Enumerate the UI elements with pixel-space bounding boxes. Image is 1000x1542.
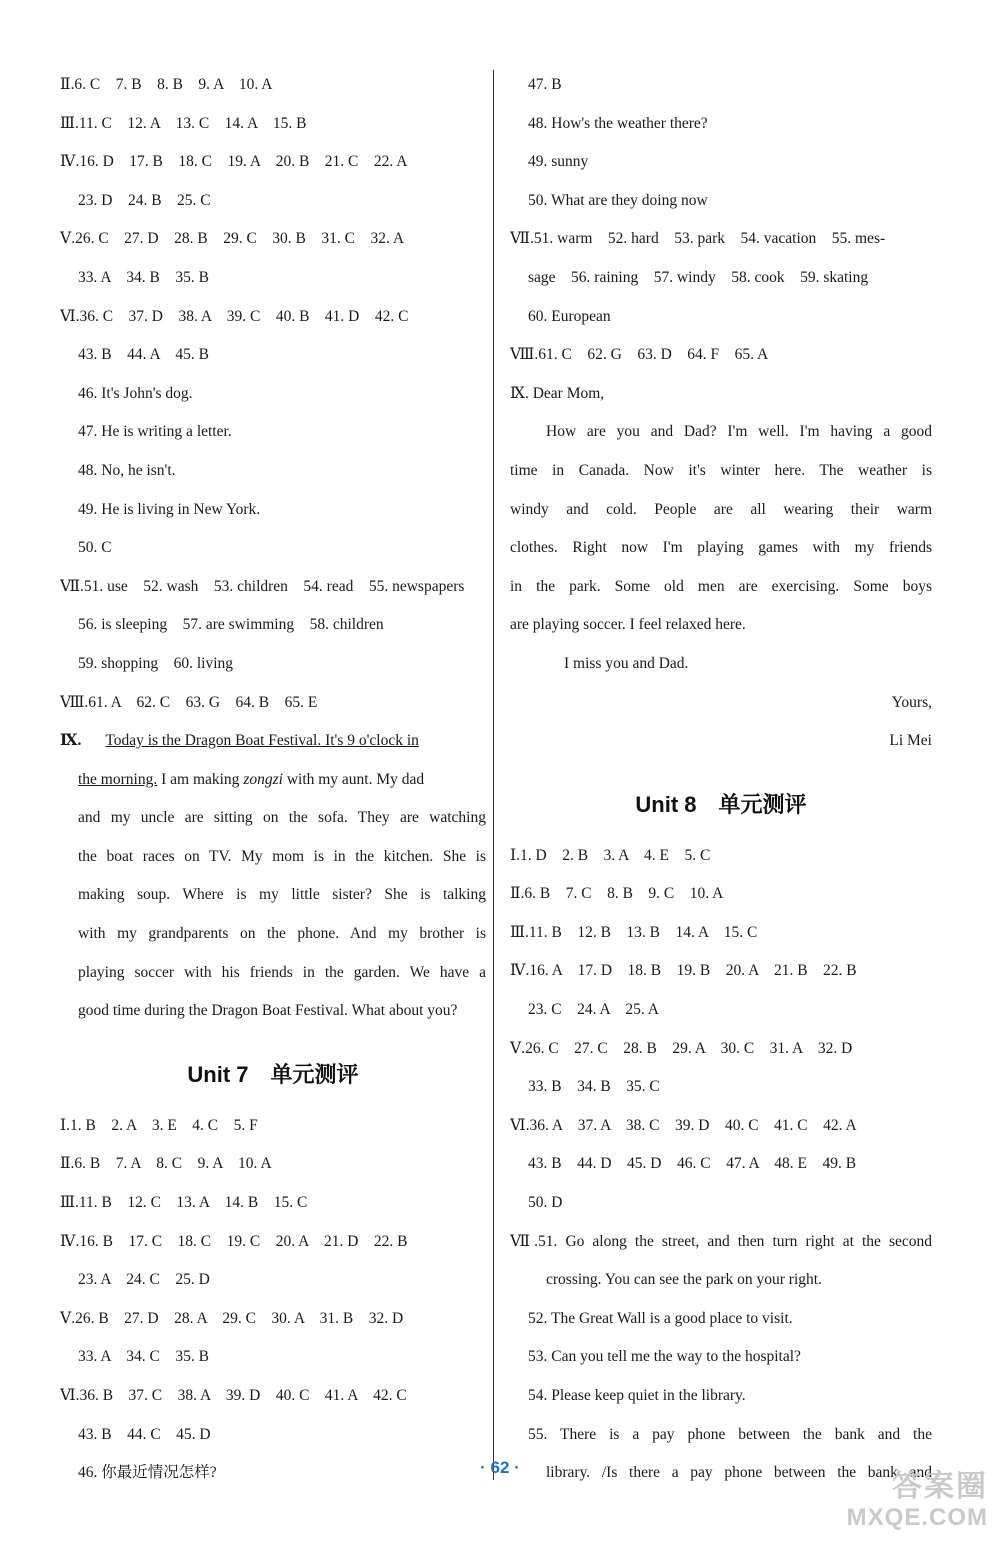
answer-line: 23. C 24. A 25. A bbox=[528, 1001, 659, 1019]
essay-line: with my grandparents on the phone. And my brother is bbox=[78, 925, 486, 943]
answer-line: 50. What are they doing now bbox=[528, 191, 708, 209]
answer-line: Ⅵ.36. B 37. C 38. A 39. D 40. C 41. A 42. C bbox=[60, 1387, 407, 1404]
essay-line: making soup. Where is my little sister? She is talking bbox=[78, 886, 486, 904]
answer-line: 43. B 44. D 45. D 46. C 47. A 48. E 49. B bbox=[528, 1155, 857, 1173]
answer-line: 54. Please keep quiet in the library. bbox=[528, 1387, 746, 1404]
essay-line: playing soccer with his friends in the garden. We have a bbox=[78, 963, 486, 981]
unit7-heading bbox=[60, 1047, 486, 1103]
answer-line: Ⅶ.51. warm 52. hard 53. park 54. vacation 55. mes- bbox=[510, 230, 886, 248]
essay-line: good time during the Dragon Boat Festival. What about you? bbox=[78, 1002, 458, 1020]
answer-line: Ⅲ.11. C 12. A 13. C 14. A 15. B bbox=[60, 114, 307, 132]
answer-line: Ⅱ.6. B 7. C 8. B 9. C 10. A bbox=[510, 885, 724, 903]
answer-line: 47. He is writing a letter. bbox=[78, 423, 232, 441]
unit7-answer-lines bbox=[60, 1107, 486, 1493]
answer-line: Ⅷ.61. A 62. C 63. G 64. B 65. E bbox=[60, 693, 318, 711]
watermark-bottom: MXQE.COM bbox=[846, 1504, 988, 1531]
essay-label: Ⅸ. bbox=[60, 732, 82, 750]
essay-line bbox=[60, 761, 486, 800]
unit8-heading-title: 单元测评 bbox=[718, 791, 807, 817]
answer-line: 33. A 34. C 35. B bbox=[78, 1348, 209, 1366]
answer-line: 56. is sleeping 57. are swimming 58. children bbox=[78, 616, 384, 634]
essay-line: the boat races on TV. My mom is in the kitchen. She is bbox=[78, 847, 486, 865]
answer-line: Ⅱ.6. C 7. B 8. B 9. A 10. A bbox=[60, 76, 273, 93]
essay-left bbox=[60, 722, 486, 1031]
answer-line: 49. He is living in New York. bbox=[78, 500, 261, 518]
answer-line: Ⅱ.6. B 7. A 8. C 9. A 10. A bbox=[60, 1155, 272, 1173]
letter-closing: I miss you and Dad. bbox=[564, 654, 689, 672]
answer-line: library. /Is there a pay phone between the bank and bbox=[546, 1464, 932, 1482]
answer-line: 48. No, he isn't. bbox=[78, 461, 176, 479]
unit7-heading-title: 单元测评 bbox=[270, 1061, 359, 1087]
answer-line: 52. The Great Wall is a good place to visit. bbox=[528, 1309, 793, 1327]
answer-line: Ⅶ.51. use 52. wash 53. children 54. read 55. newspapers bbox=[60, 577, 465, 595]
answer-line: 46. It's John's dog. bbox=[78, 384, 193, 402]
letter-body bbox=[510, 413, 932, 645]
answer-line: Ⅴ.26. C 27. D 28. B 29. C 30. B 31. C 32. A bbox=[60, 230, 405, 248]
essay-underlined-1: Today is the Dragon Boat Festival. It's 9 o'clock in bbox=[105, 732, 419, 750]
essay-text: I am making bbox=[157, 770, 244, 788]
answer-line: Ⅷ.61. C 62. G 63. D 64. F 65. A bbox=[510, 346, 769, 364]
answer-line: crossing. You can see the park on your right. bbox=[546, 1271, 822, 1289]
answer-line: 23. A 24. C 25. D bbox=[78, 1271, 210, 1289]
right-answer-lines bbox=[510, 66, 932, 413]
answer-line: 60. European bbox=[528, 307, 611, 325]
answer-line: 50. C bbox=[78, 539, 112, 557]
answer-line: 33. B 34. B 35. C bbox=[528, 1078, 660, 1096]
answer-line: Ⅸ. Dear Mom, bbox=[510, 384, 605, 402]
letter-line: How are you and Dad? I'm well. I'm having a good bbox=[546, 423, 932, 441]
essay-underlined-2: the morning. bbox=[78, 770, 158, 788]
essay-line bbox=[60, 722, 486, 761]
letter-line: clothes. Right now I'm playing games with my friends bbox=[510, 539, 932, 557]
right-column bbox=[510, 66, 932, 1493]
answer-line: 50. D bbox=[528, 1194, 563, 1212]
answer-line: Ⅶ.51. Go along the street, and then turn right at the second bbox=[510, 1232, 932, 1250]
essay-text: with my aunt. My dad bbox=[282, 770, 425, 788]
page-number: · 62 · bbox=[480, 1458, 520, 1477]
answer-line: 23. D 24. B 25. C bbox=[78, 191, 211, 209]
unit8-answer-lines bbox=[510, 837, 932, 1493]
answer-line: Ⅵ.36. C 37. D 38. A 39. C 40. B 41. D 42. C bbox=[60, 307, 409, 325]
answer-line: 43. B 44. A 45. B bbox=[78, 346, 209, 364]
answer-line: 59. shopping 60. living bbox=[78, 654, 234, 672]
answer-line: Ⅳ.16. B 17. C 18. C 19. C 20. A 21. D 22. B bbox=[60, 1232, 408, 1250]
letter-line: in the park. Some old men are exercising. Some boys bbox=[510, 577, 932, 595]
letter-sign-off: Yours, bbox=[891, 693, 932, 711]
answer-line: 53. Can you tell me the way to the hospital? bbox=[528, 1348, 801, 1366]
unit7-heading-unit: Unit 7 bbox=[187, 1061, 249, 1087]
left-answer-lines bbox=[60, 66, 486, 722]
answer-line: 43. B 44. C 45. D bbox=[78, 1425, 211, 1443]
answer-line: Ⅳ.16. A 17. D 18. B 19. B 20. A 21. B 22. B bbox=[510, 962, 857, 980]
answer-line: 33. A 34. B 35. B bbox=[78, 268, 209, 286]
answer-line: 46. 你最近情况怎样? bbox=[78, 1464, 217, 1482]
answer-line: Ⅴ.26. C 27. C 28. B 29. A 30. C 31. A 32. D bbox=[510, 1039, 853, 1057]
watermark-logo bbox=[788, 1470, 988, 1538]
answer-line: 49. sunny bbox=[528, 153, 589, 171]
answer-line: 48. How's the weather there? bbox=[528, 114, 708, 132]
unit8-heading bbox=[510, 777, 932, 833]
letter-signature: Li Mei bbox=[889, 732, 932, 750]
answer-line: 47. B bbox=[528, 76, 562, 93]
answer-line: Ⅳ.16. D 17. B 18. C 19. A 20. B 21. C 22. A bbox=[60, 153, 408, 171]
essay-line: and my uncle are sitting on the sofa. They are watching bbox=[78, 809, 486, 827]
essay-body bbox=[60, 799, 486, 1031]
letter-line: are playing soccer. I feel relaxed here. bbox=[510, 616, 746, 634]
column-divider bbox=[493, 70, 494, 1480]
unit8-heading-unit: Unit 8 bbox=[635, 791, 697, 817]
watermark-top: 答案圈 bbox=[892, 1470, 988, 1503]
answer-line: Ⅰ.1. B 2. A 3. E 4. C 5. F bbox=[60, 1116, 258, 1134]
answer-line: Ⅰ.1. D 2. B 3. A 4. E 5. C bbox=[510, 846, 711, 864]
answer-line: sage 56. raining 57. windy 58. cook 59. skating bbox=[528, 268, 869, 286]
essay-italic-word: zongzi bbox=[243, 770, 283, 788]
answer-line: Ⅲ.11. B 12. B 13. B 14. A 15. C bbox=[510, 923, 758, 941]
answer-line: Ⅲ.11. B 12. C 13. A 14. B 15. C bbox=[60, 1194, 308, 1212]
answer-line: Ⅵ.36. A 37. A 38. C 39. D 40. C 41. C 42. A bbox=[510, 1116, 857, 1134]
letter-line: time in Canada. Now it's winter here. The weather is bbox=[510, 461, 932, 479]
letter-line: windy and cold. People are all wearing their warm bbox=[510, 500, 932, 518]
answer-line: Ⅴ.26. B 27. D 28. A 29. C 30. A 31. B 32. D bbox=[60, 1309, 404, 1327]
answer-line: 55. There is a pay phone between the bank and the bbox=[528, 1425, 932, 1443]
left-column bbox=[60, 66, 486, 1493]
